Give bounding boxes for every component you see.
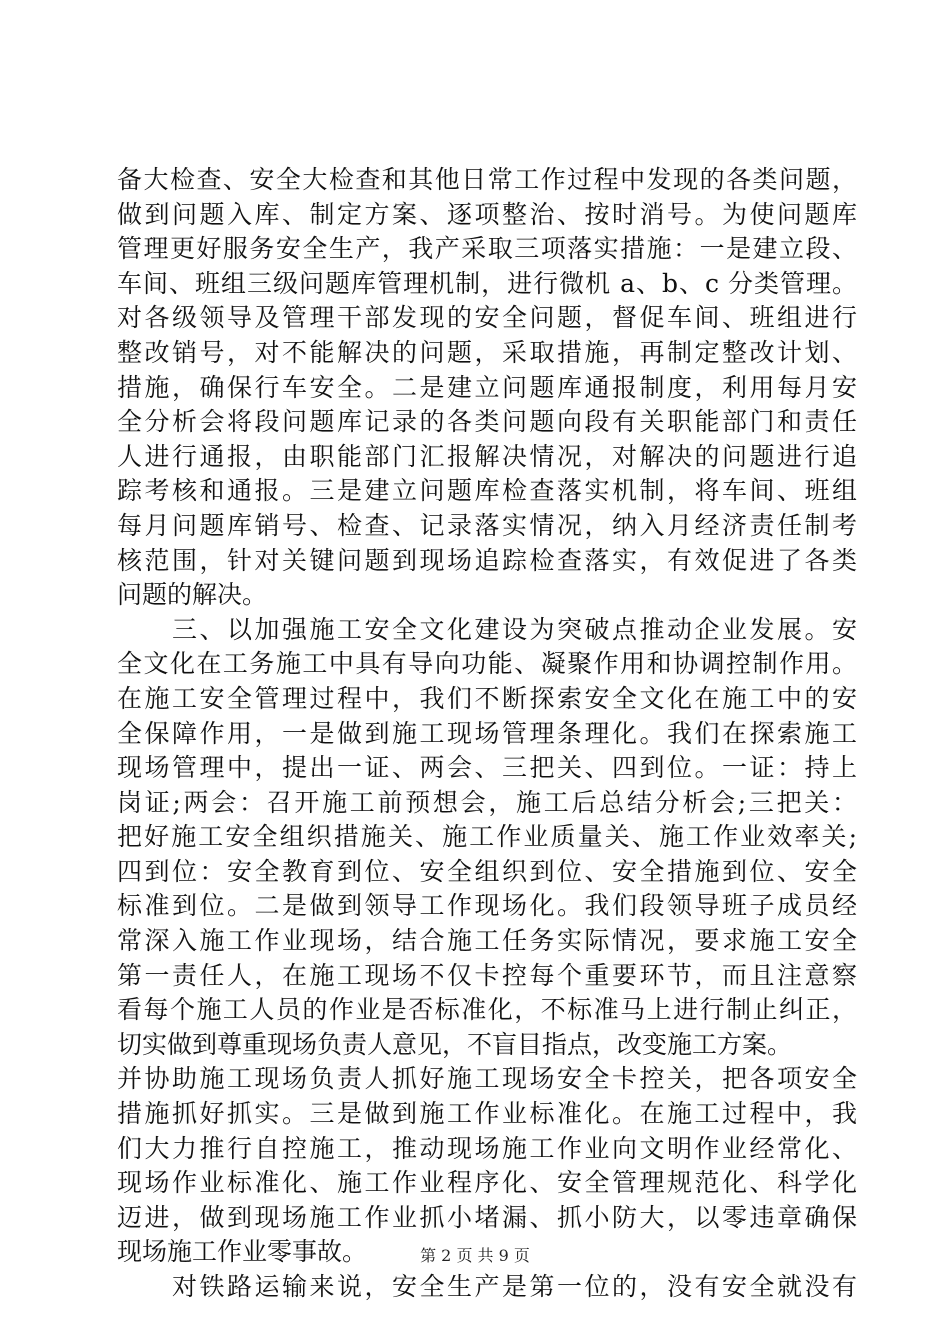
text-line: 现场作业标准化、施工作业程序化、安全管理规范化、科学化 [117, 1168, 857, 1198]
page-footer: 第 2 页 共 9 页 [420, 1246, 530, 1265]
text-line: 每月问题库销号、检查、记录落实情况，纳入月经济责任制考 [117, 510, 857, 540]
text-line: 岗证;两会：召开施工前预想会，施工后总结分析会;三把关： [117, 787, 857, 817]
text-line: 车间、班组三级问题库管理机制，进行微机 a、b、c 分类管理。 [117, 268, 857, 298]
text-line: 看每个施工人员的作业是否标准化，不标准马上进行制止纠正， [117, 995, 857, 1025]
text-line: 迈进，做到现场施工作业抓小堵漏、抓小防大，以零违章确保 [117, 1202, 857, 1232]
text-line: 对各级领导及管理干部发现的安全问题，督促车间、班组进行 [117, 303, 857, 333]
text-line: 们大力推行自控施工，推动现场施工作业向文明作业经常化、 [117, 1133, 857, 1163]
text-line: 常深入施工作业现场，结合施工任务实际情况，要求施工安全 [117, 926, 857, 956]
text-line: 第一责任人，在施工现场不仅卡控每个重要环节，而且注意察 [117, 960, 857, 990]
text-line: 现场施工作业零事故。 [117, 1237, 368, 1267]
text-line: 措施抓好抓实。三是做到施工作业标准化。在施工过程中，我 [117, 1099, 857, 1129]
text-line: 把好施工安全组织措施关、施工作业质量关、施工作业效率关; [117, 822, 857, 852]
text-line: 做到问题入库、制定方案、逐项整治、按时消号。为使问题库 [117, 199, 857, 229]
text-line: 切实做到尊重现场负责人意见，不盲目指点，改变施工方案。 [117, 1029, 793, 1059]
text-line: 整改销号，对不能解决的问题，采取措施，再制定整改计划、 [117, 337, 857, 367]
text-line: 备大检查、安全大检查和其他日常工作过程中发现的各类问题， [117, 165, 857, 194]
text-line: 人进行通报，由职能部门汇报解决情况，对解决的问题进行追 [117, 441, 857, 471]
text-line: 全文化在工务施工中具有导向功能、凝聚作用和协调控制作用。 [117, 649, 857, 679]
text-line: 管理更好服务安全生产，我产采取三项落实措施：一是建立段、 [117, 234, 857, 264]
text-line: 问题的解决。 [117, 580, 268, 610]
text-line: 并协助施工现场负责人抓好施工现场安全卡控关，把各项安全 [117, 1064, 857, 1094]
text-line: 全保障作用，一是做到施工现场管理条理化。我们在探索施工 [117, 718, 857, 748]
text-line: 四到位：安全教育到位、安全组织到位、安全措施到位、安全 [117, 856, 857, 886]
text-line: 在施工安全管理过程中，我们不断探索安全文化在施工中的安 [117, 683, 857, 713]
text-line: 现场管理中，提出一证、两会、三把关、四到位。一证：持上 [117, 753, 857, 783]
text-line: 核范围，针对关键问题到现场追踪检查落实，有效促进了各类 [117, 545, 857, 575]
text-line: 踪考核和通报。三是建立问题库检查落实机制，将车间、班组 [117, 476, 857, 506]
text-line: 标准到位。二是做到领导工作现场化。我们段领导班子成员经 [117, 891, 857, 921]
text-line: 措施，确保行车安全。二是建立问题库通报制度，利用每月安 [117, 372, 857, 402]
document-body [117, 163, 857, 1305]
text-line: 对铁路运输来说，安全生产是第一位的，没有安全就没有 [117, 1272, 857, 1301]
text-line: 三、以加强施工安全文化建设为突破点推动企业发展。安 [117, 614, 857, 644]
text-line: 全分析会将段问题库记录的各类问题向段有关职能部门和责任 [117, 407, 857, 437]
